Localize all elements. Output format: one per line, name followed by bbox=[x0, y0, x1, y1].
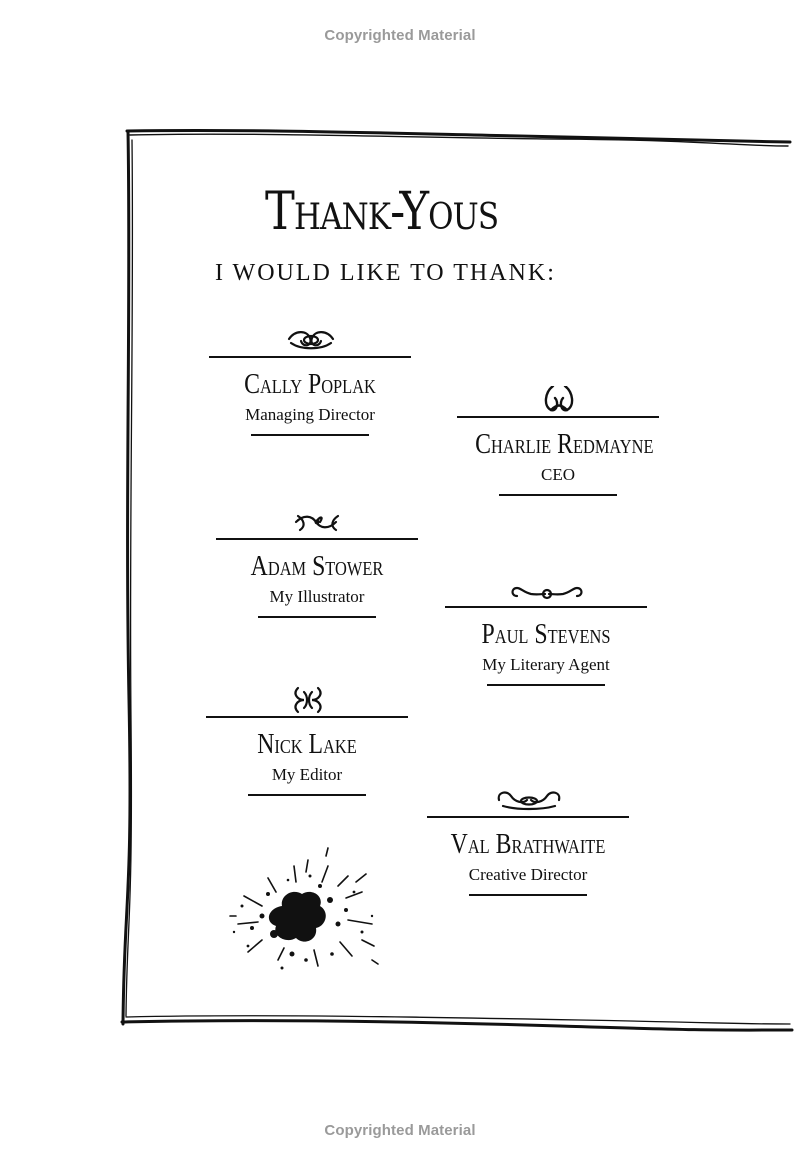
person-name: Nick Lake bbox=[257, 728, 357, 760]
leaf-scroll-ornament-icon bbox=[216, 508, 426, 538]
thank-you-entry bbox=[206, 686, 416, 811]
ink-splat-illustration bbox=[222, 836, 392, 986]
rule-top bbox=[209, 356, 411, 358]
watermark-top: Copyrighted Material bbox=[324, 27, 476, 44]
rule-top bbox=[427, 816, 629, 818]
page-title: Thank-Yous bbox=[265, 182, 499, 242]
person-role: Creative Director bbox=[468, 865, 588, 884]
person-name: Cally Poplak bbox=[244, 368, 376, 400]
person-name: Adam Stower bbox=[250, 550, 384, 582]
person-name: Paul Stevens bbox=[481, 618, 611, 650]
thank-you-entry bbox=[427, 786, 637, 911]
rule-bottom bbox=[487, 684, 605, 686]
flourish-knot-ornament-icon bbox=[209, 326, 419, 356]
watermark-bottom: Copyrighted Material bbox=[324, 1122, 476, 1139]
interlace-ornament-icon bbox=[206, 686, 416, 716]
rule-bottom bbox=[251, 434, 369, 436]
rule-top bbox=[206, 716, 408, 718]
thank-you-entry bbox=[209, 326, 419, 451]
rule-bottom bbox=[248, 794, 366, 796]
person-name: Charlie Redmayne bbox=[475, 428, 654, 460]
person-role: CEO bbox=[541, 465, 575, 484]
rule-top bbox=[457, 416, 659, 418]
rule-bottom bbox=[499, 494, 617, 496]
person-role: My Illustrator bbox=[269, 587, 365, 606]
thank-you-entry bbox=[445, 576, 655, 701]
thank-you-entry bbox=[216, 508, 426, 633]
loop-ornament-icon bbox=[457, 386, 667, 416]
person-name: Val Brathwaite bbox=[450, 828, 606, 860]
rule-top bbox=[216, 538, 418, 540]
thank-you-entry bbox=[457, 386, 667, 511]
page-subtitle: I WOULD LIKE TO THANK: bbox=[215, 260, 556, 286]
rule-bottom bbox=[258, 616, 376, 618]
scroll-dot-ornament-icon bbox=[445, 576, 655, 606]
person-role: My Editor bbox=[271, 765, 343, 784]
rule-top bbox=[445, 606, 647, 608]
person-role: My Literary Agent bbox=[482, 655, 610, 674]
swirl-ornament-icon bbox=[427, 786, 637, 816]
rule-bottom bbox=[469, 894, 587, 896]
person-role: Managing Director bbox=[245, 405, 375, 424]
